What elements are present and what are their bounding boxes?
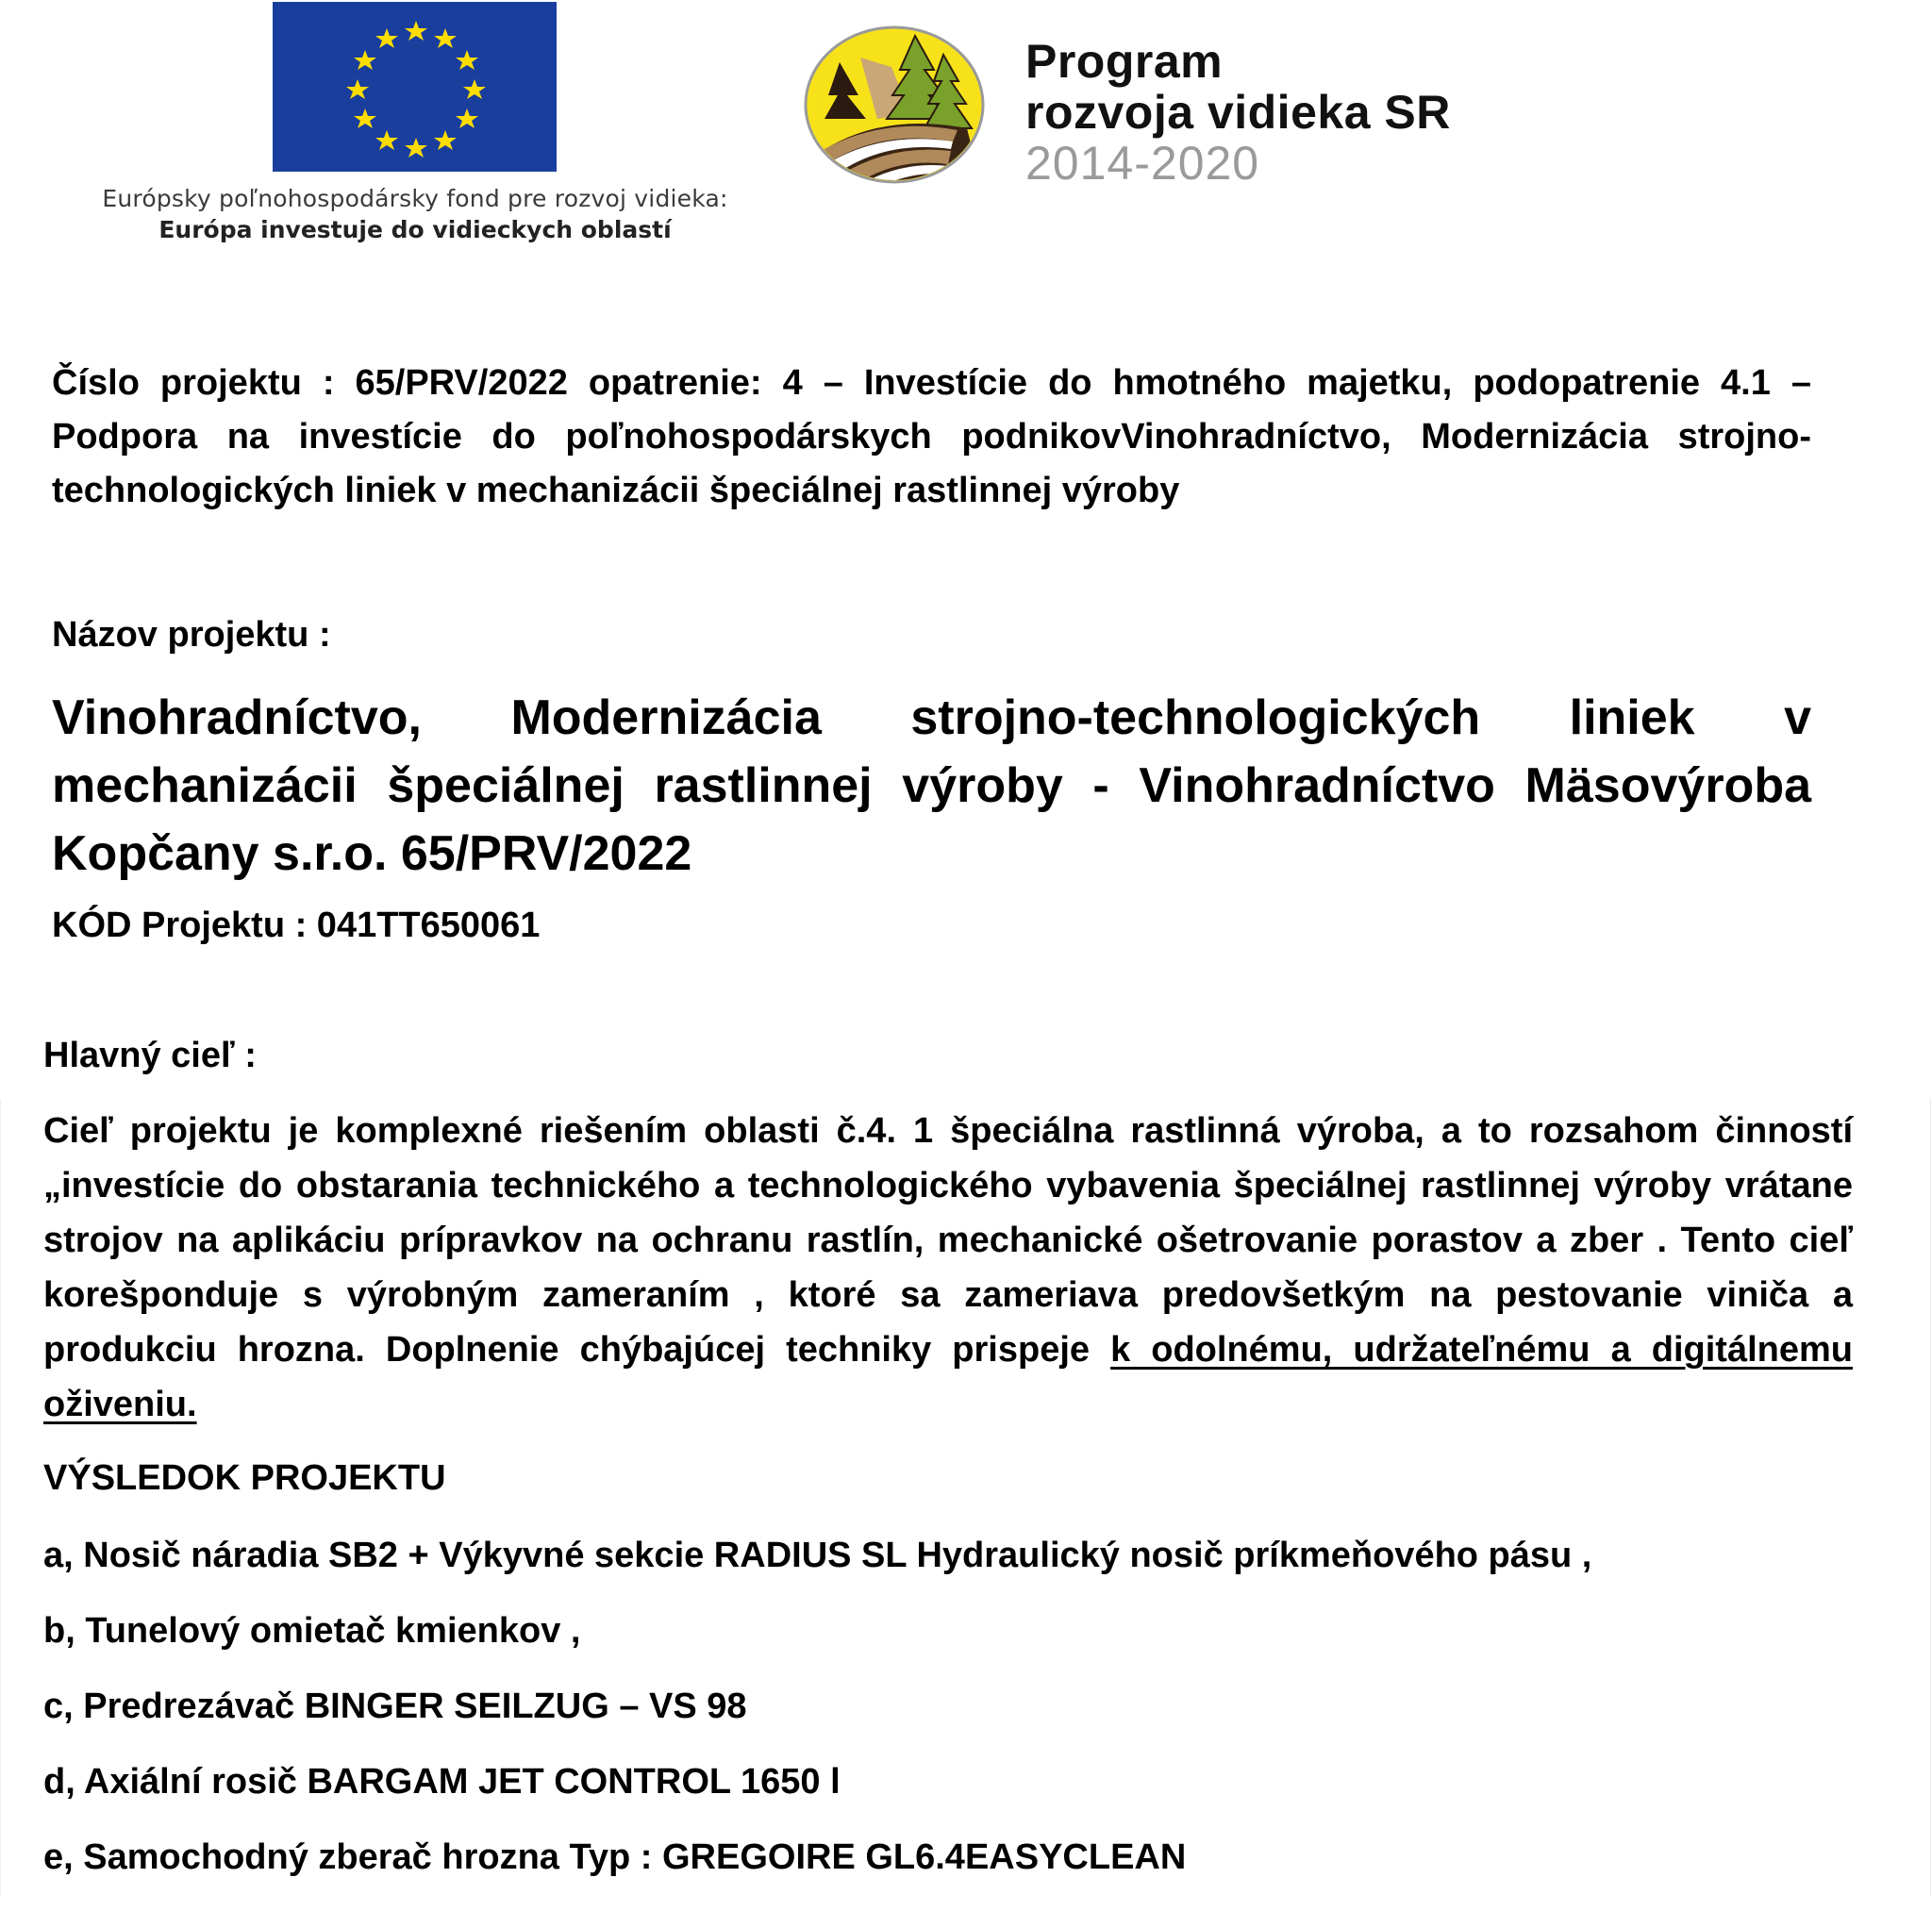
project-code: KÓD Projektu : 041TT650061 xyxy=(52,906,541,945)
prv-title-line2: rozvoja vidieka SR xyxy=(1025,86,1451,139)
left-border-line xyxy=(0,1099,1,1896)
main-goal-paragraph xyxy=(43,1104,1853,1432)
prv-years: 2014-2020 xyxy=(1025,137,1260,190)
prv-emblem-logo xyxy=(802,25,987,185)
goal-underlined-text: k odolnému, udržateľnému a digitálnemu oživeniu. xyxy=(43,1330,1853,1424)
eu-caption xyxy=(57,185,774,243)
result-item: e, Samochodný zberač hrozna Typ : GREGOIRE GL6.4EASYCLEAN xyxy=(43,1837,1187,1877)
goal-text: Cieľ projektu je komplexné riešením oblasti č.4. 1 špeciálna rastlinná výroba, a to rozsahom činností „investície do obstarania technického a technologického vybavenia špeciálnej rastlinnej výroby vrátane strojov na aplikáciu prípravkov na ochranu rastlín, mechanické ošetrovanie porastov a zber . Tento cieľ korešponduje s výrobným zameraním , ktoré sa zameriava predovšetkým na pestovanie viniča a produkciu hrozna. Doplnenie chýbajúcej techniky prispeje xyxy=(43,1111,1853,1370)
result-item: b, Tunelový omietač kmienkov , xyxy=(43,1611,581,1651)
prv-program-title xyxy=(1025,36,1451,138)
right-border-line xyxy=(1930,1099,1931,1896)
eu-caption-line2: Európa investuje do vidieckych oblastí xyxy=(158,216,672,243)
forest-hills-icon xyxy=(802,25,987,185)
project-name-value: Vinohradníctvo, Modernizácia strojno-technologických liniek v mechanizácii špeciálnej rastlinnej výroby - Vinohradníctvo Mäsovýroba Kopčany s.r.o. 65/PRV/2022 xyxy=(52,690,1811,881)
main-goal-label: Hlavný cieľ : xyxy=(43,1036,257,1075)
prv-title-line1: Program xyxy=(1025,35,1224,88)
project-number-paragraph: Číslo projektu : 65/PRV/2022 opatrenie: 4 – Investície do hmotného majetku, podopatrenie 4.1 – Podpora na investície do poľnohospodárskych podnikovVinohradníctvo, Modernizácia strojno-technologických liniek v mechanizácii špeciálnej rastlinnej výroby xyxy=(52,363,1811,510)
eu-stars-icon xyxy=(273,2,557,172)
project-result-heading: VÝSLEDOK PROJEKTU xyxy=(43,1458,446,1498)
eu-flag-logo xyxy=(273,2,557,172)
result-item: d, Axiální rosič BARGAM JET CONTROL 1650 l xyxy=(43,1762,841,1802)
result-list xyxy=(43,1534,1591,1911)
project-name-label: Názov projektu : xyxy=(52,615,331,655)
result-item: c, Predrezávač BINGER SEILZUG – VS 98 xyxy=(43,1687,747,1726)
result-item: a, Nosič náradia SB2 + Výkyvné sekcie RADIUS SL Hydraulický nosič príkmeňového pásu , xyxy=(43,1536,1592,1575)
eu-caption-line1: Európsky poľnohospodársky fond pre rozvoj vidieka: xyxy=(102,185,728,212)
